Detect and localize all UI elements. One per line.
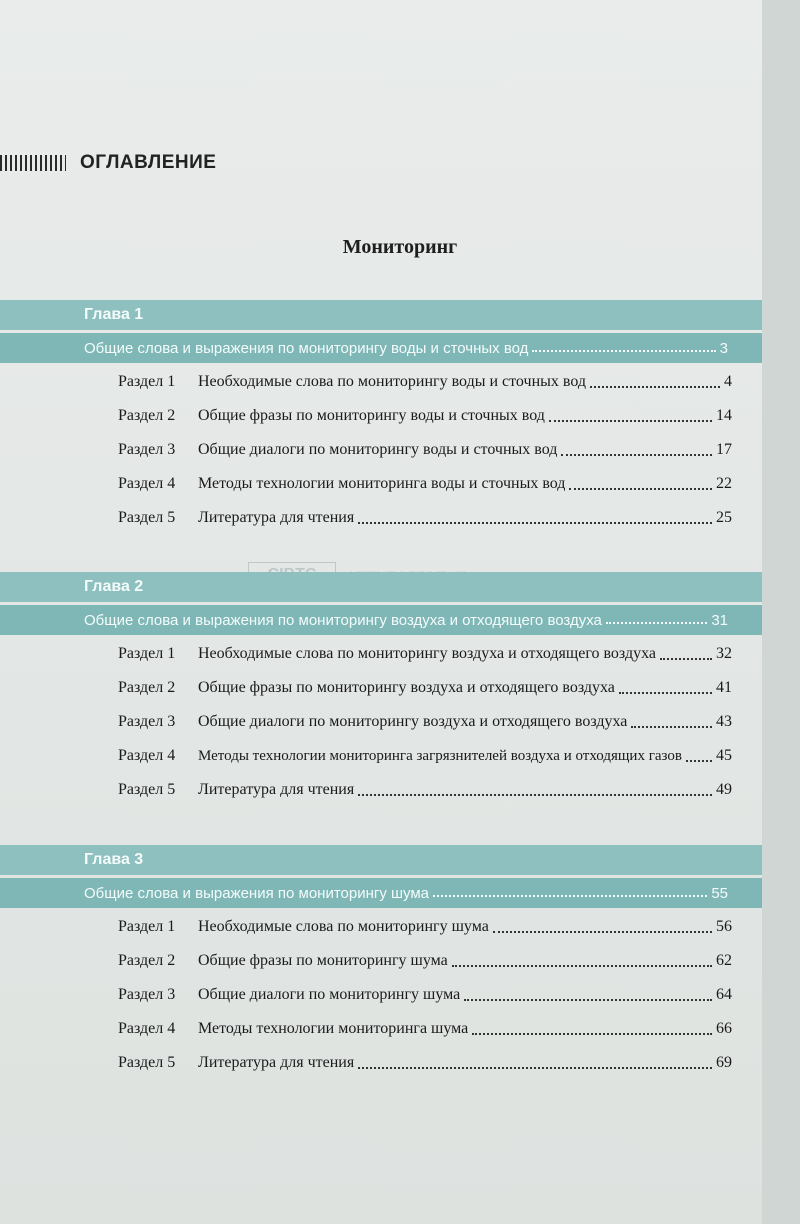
section-title: Общие фразы по мониторингу воды и сточных вод	[198, 407, 545, 424]
section-page: 22	[716, 475, 732, 492]
section-page: 66	[716, 1020, 732, 1037]
section-row[interactable]	[0, 705, 770, 739]
chapter-title-row[interactable]	[0, 605, 770, 635]
section-title: Методы технологии мониторинга шума	[198, 1020, 469, 1037]
section-page: 32	[716, 645, 732, 662]
section-page: 25	[716, 509, 732, 526]
dot-leader	[561, 453, 712, 456]
section-page: 69	[716, 1054, 732, 1071]
chapter-title-row[interactable]	[0, 878, 770, 908]
section-page: 64	[716, 986, 732, 1003]
section-title: Общие диалоги по мониторингу воздуха и отходящего воздуха	[198, 713, 628, 730]
section-title: Общие фразы по мониторингу шума	[198, 952, 448, 969]
chapter-title: Общие слова и выражения по мониторингу воды и сточных вод	[84, 339, 529, 357]
section-row[interactable]	[0, 944, 770, 978]
section-number: Раздел 4	[118, 1020, 176, 1037]
chapter-label: Глава 2	[0, 572, 770, 602]
dot-leader	[606, 621, 707, 624]
section-page: 43	[716, 713, 732, 730]
chapter-page: 3	[719, 339, 728, 357]
chapter-3	[0, 845, 770, 1080]
section-title: Литература для чтения	[198, 1054, 355, 1071]
section-title: Общие диалоги по мониторингу шума	[198, 986, 461, 1003]
dot-leader	[660, 657, 712, 660]
section-title: Необходимые слова по мониторингу воды и сточных вод	[198, 373, 586, 390]
book-title: Мониторинг	[342, 236, 458, 258]
dot-leader	[433, 894, 707, 897]
chapter-label: Глава 3	[0, 845, 770, 875]
section-number: Раздел 4	[118, 747, 176, 764]
section-number: Раздел 1	[118, 645, 176, 662]
dot-leader	[464, 998, 712, 1001]
dot-leader	[358, 521, 712, 524]
section-row[interactable]	[0, 773, 770, 807]
section-number: Раздел 5	[118, 1054, 176, 1071]
dot-leader	[619, 691, 712, 694]
section-row[interactable]	[0, 637, 770, 671]
section-page: 14	[716, 407, 732, 424]
section-row[interactable]	[0, 1012, 770, 1046]
section-row[interactable]	[0, 910, 770, 944]
dot-leader	[569, 487, 712, 490]
chapter-page: 31	[711, 611, 728, 629]
section-row[interactable]	[0, 399, 770, 433]
section-number: Раздел 5	[118, 781, 176, 798]
dot-leader	[493, 930, 712, 933]
section-page: 45	[716, 747, 732, 764]
toc-title: ОГЛАВЛЕНИЕ	[80, 152, 217, 173]
dot-leader	[590, 385, 720, 388]
section-number: Раздел 3	[118, 986, 176, 1003]
section-page: 17	[716, 441, 732, 458]
dot-leader	[631, 725, 712, 728]
section-row[interactable]	[0, 1046, 770, 1080]
section-row[interactable]	[0, 671, 770, 705]
section-page: 4	[724, 373, 732, 390]
section-page: 41	[716, 679, 732, 696]
dot-leader	[532, 349, 715, 352]
chapter-title: Общие слова и выражения по мониторингу воздуха и отходящего воздуха	[84, 611, 602, 629]
dot-leader	[358, 1066, 712, 1069]
section-title: Необходимые слова по мониторингу воздуха и отходящего воздуха	[198, 645, 656, 662]
chapter-label: Глава 1	[0, 300, 770, 330]
section-row[interactable]	[0, 365, 770, 399]
section-title: Необходимые слова по мониторингу шума	[198, 918, 489, 935]
section-title: Литература для чтения	[198, 509, 355, 526]
section-number: Раздел 2	[118, 679, 176, 696]
section-number: Раздел 1	[118, 918, 176, 935]
section-row[interactable]	[0, 501, 770, 535]
section-page: 62	[716, 952, 732, 969]
section-row[interactable]	[0, 739, 770, 773]
section-number: Раздел 4	[118, 475, 176, 492]
section-number: Раздел 2	[118, 407, 176, 424]
section-title: Методы технологии мониторинга воды и сточных вод	[198, 475, 566, 492]
section-title: Литература для чтения	[198, 781, 355, 798]
dot-leader	[686, 759, 712, 762]
section-row[interactable]	[0, 433, 770, 467]
dot-leader	[452, 964, 712, 967]
dot-leader	[472, 1032, 712, 1035]
bars-ornament-icon	[0, 155, 66, 171]
section-page: 56	[716, 918, 732, 935]
chapter-page: 55	[711, 884, 728, 902]
dot-leader	[549, 419, 712, 422]
chapter-title: Общие слова и выражения по мониторингу шума	[84, 884, 430, 902]
chapter-2	[0, 572, 770, 807]
section-number: Раздел 1	[118, 373, 176, 390]
dot-leader	[358, 793, 712, 796]
chapter-1	[0, 300, 770, 535]
section-title: Общие диалоги по мониторингу воды и сточных вод	[198, 441, 558, 458]
section-page: 49	[716, 781, 732, 798]
toc-header	[0, 150, 216, 176]
section-number: Раздел 3	[118, 713, 176, 730]
section-number: Раздел 2	[118, 952, 176, 969]
section-title: Общие фразы по мониторингу воздуха и отходящего воздуха	[198, 679, 615, 696]
chapter-title-row[interactable]	[0, 333, 770, 363]
section-title: Методы технологии мониторинга загрязнителей воздуха и отходящих газов	[198, 747, 682, 764]
section-row[interactable]	[0, 467, 770, 501]
section-number: Раздел 3	[118, 441, 176, 458]
page-edge	[762, 0, 800, 1224]
section-number: Раздел 5	[118, 509, 176, 526]
section-row[interactable]	[0, 978, 770, 1012]
